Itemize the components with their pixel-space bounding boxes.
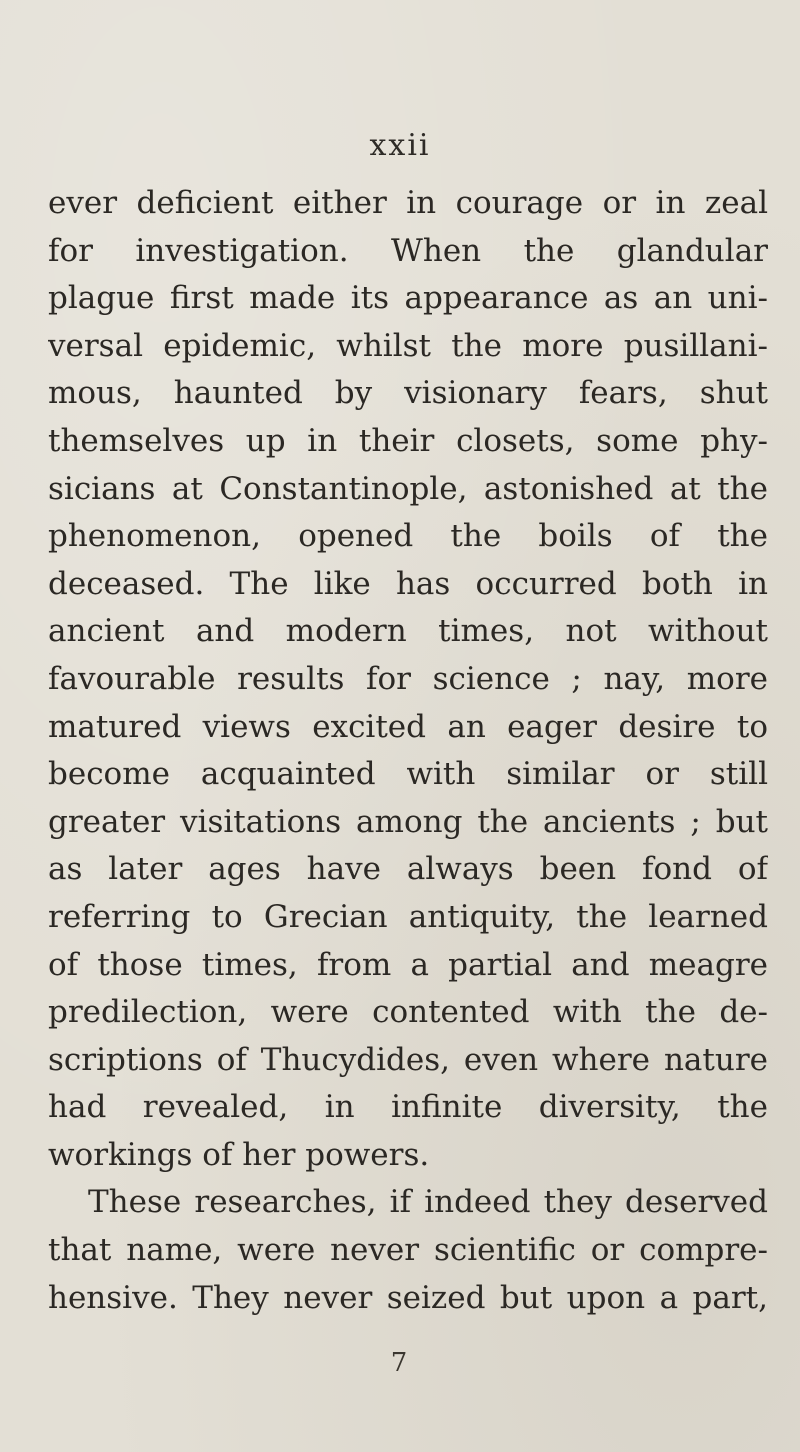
text-line: deceased. The like has occurred both in [48, 565, 768, 602]
text-line: hensive. They never seized but upon a part, [48, 1279, 768, 1316]
text-line: matured views excited an eager desire to [48, 708, 768, 745]
text-line: plague first made its appearance as an uni- [48, 280, 768, 317]
text-line: These researches, if indeed they deserved [88, 1184, 768, 1221]
text-line: versal epidemic, whilst the more pusillani- [48, 327, 768, 364]
signature-mark: 7 [390, 1348, 408, 1378]
text-line: ancient and modern times, not without [48, 613, 768, 650]
text-line: had revealed, in infinite diversity, the [48, 1089, 768, 1126]
text-line: of those times, from a partial and meagre [48, 946, 768, 983]
text-line: themselves up in their closets, some phy- [48, 422, 768, 459]
text-line: greater visitations among the ancients ; but [48, 803, 768, 840]
text-line: sicians at Constantinople, astonished at the [48, 470, 768, 507]
text-line: mous, haunted by visionary fears, shut [48, 375, 768, 412]
text-line: workings of her powers. [48, 1136, 430, 1173]
page-number: xxii [369, 128, 431, 163]
text-line: that name, were never scientific or compre- [48, 1232, 768, 1269]
text-line: scriptions of Thucydides, even where nature [48, 1041, 768, 1078]
body-text [48, 180, 768, 1322]
text-line: ever deficient either in courage or in zeal [48, 185, 768, 221]
text-line: favourable results for science ; nay, more [48, 660, 768, 697]
text-line: as later ages have always been fond of [48, 851, 768, 888]
text-line: for investigation. When the glandular [48, 232, 768, 269]
text-line: predilection, were contented with the de- [48, 994, 768, 1031]
text-line: become acquainted with similar or still [48, 756, 768, 793]
text-line: phenomenon, opened the boils of the [48, 518, 768, 555]
text-line: referring to Grecian antiquity, the learned [48, 898, 768, 935]
